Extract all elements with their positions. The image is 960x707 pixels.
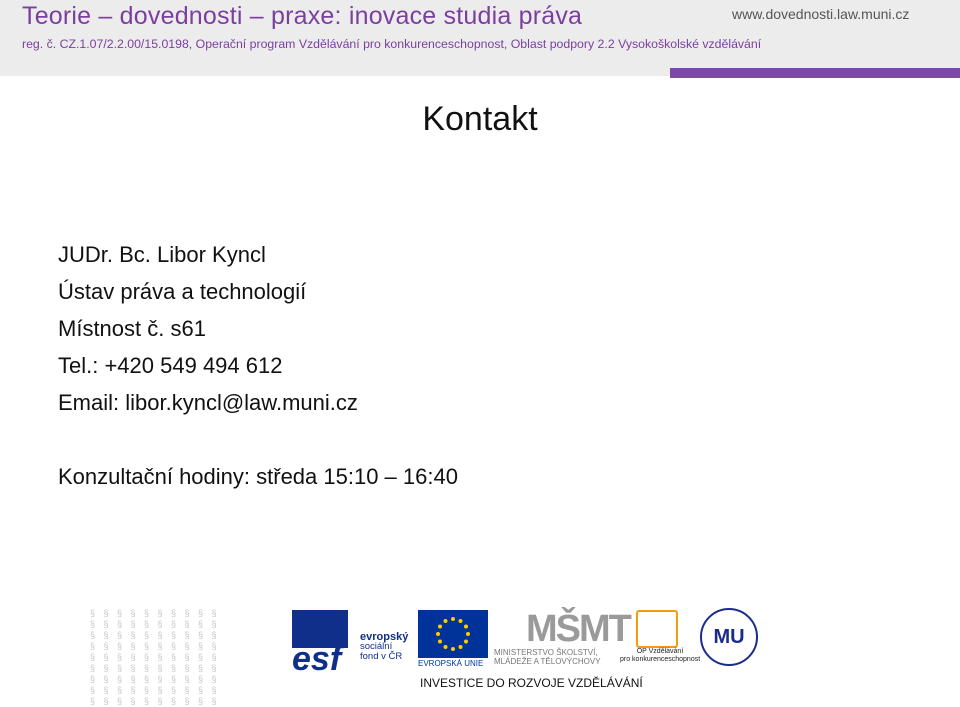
- slide-title: Kontakt: [422, 100, 538, 138]
- op-label-line: OP Vzdělávání: [636, 648, 684, 655]
- op-mark-icon: [636, 610, 678, 648]
- paragraph-pattern-icon: § § § § § § § § § § § § § § § § § § § § § § § § § § § § § § § § § § § § § § § § § § § § § § § § § § § § § § § § § § § § § § § § § § § § § § § § § § § § § § § § § § § § § § § § § §: [90, 608, 220, 706]
- eu-star-icon: [464, 640, 468, 644]
- investice-label: INVESTICE DO ROZVOJE VZDĚLÁVÁNÍ: [420, 676, 643, 690]
- msmt-label-line: MINISTERSTVO ŠKOLSTVÍ,: [494, 648, 598, 657]
- msmt-mark: MŠMT: [526, 608, 630, 650]
- accent-bar: [670, 68, 960, 78]
- esf-description: [360, 632, 408, 662]
- op-label: [620, 648, 700, 664]
- contact-block: [58, 236, 358, 421]
- eu-star-icon: [451, 647, 455, 651]
- eu-star-icon: [444, 645, 448, 649]
- esf-logo: [292, 610, 410, 678]
- op-label-line: pro konkurenceschopnost: [620, 656, 701, 663]
- msmt-label: [494, 648, 601, 666]
- eu-star-icon: [451, 617, 455, 621]
- op-logo: [620, 610, 700, 668]
- contact-name: JUDr. Bc. Libor Kyncl: [58, 242, 266, 267]
- contact-email[interactable]: Email: libor.kyncl@law.muni.cz: [58, 390, 358, 415]
- esf-desc-line: evropský: [360, 631, 409, 643]
- msmt-label-line: MLÁDEŽE A TĚLOVÝCHOVY: [494, 657, 601, 666]
- header-band: [0, 0, 960, 76]
- eu-flag-icon: [418, 610, 488, 658]
- contact-phone: Tel.: +420 549 494 612: [58, 353, 283, 378]
- footer-logos: [0, 608, 960, 706]
- mu-logo: [700, 608, 762, 670]
- esf-desc-line: fond v ČR: [360, 651, 403, 662]
- contact-department: Ústav práva a technologií: [58, 279, 307, 304]
- eu-star-icon: [438, 640, 442, 644]
- eu-star-icon: [459, 619, 463, 623]
- esf-mark: esf: [292, 640, 342, 678]
- eu-star-icon: [444, 619, 448, 623]
- mu-seal: MU: [700, 608, 758, 666]
- eu-logo: [418, 610, 488, 668]
- msmt-logo: [494, 608, 630, 668]
- header-title: Teorie – dovednosti – praxe: inovace studia práva: [22, 2, 583, 30]
- esf-desc-line: sociální: [360, 641, 393, 652]
- eu-star-icon: [466, 632, 470, 636]
- eu-label: EVROPSKÁ UNIE: [418, 659, 484, 668]
- header-url[interactable]: www.dovednosti.law.muni.cz: [732, 6, 910, 22]
- eu-star-icon: [436, 632, 440, 636]
- eu-star-icon: [438, 625, 442, 629]
- eu-star-icon: [459, 645, 463, 649]
- header-subtitle: reg. č. CZ.1.07/2.2.00/15.0198, Operační program Vzdělávání pro konkurenceschopnost, Oblast podpory 2.2 Vysokoškolské vzdělávání: [22, 37, 762, 51]
- contact-room: Místnost č. s61: [58, 316, 206, 341]
- eu-star-icon: [464, 625, 468, 629]
- office-hours: Konzultační hodiny: středa 15:10 – 16:40: [58, 464, 458, 489]
